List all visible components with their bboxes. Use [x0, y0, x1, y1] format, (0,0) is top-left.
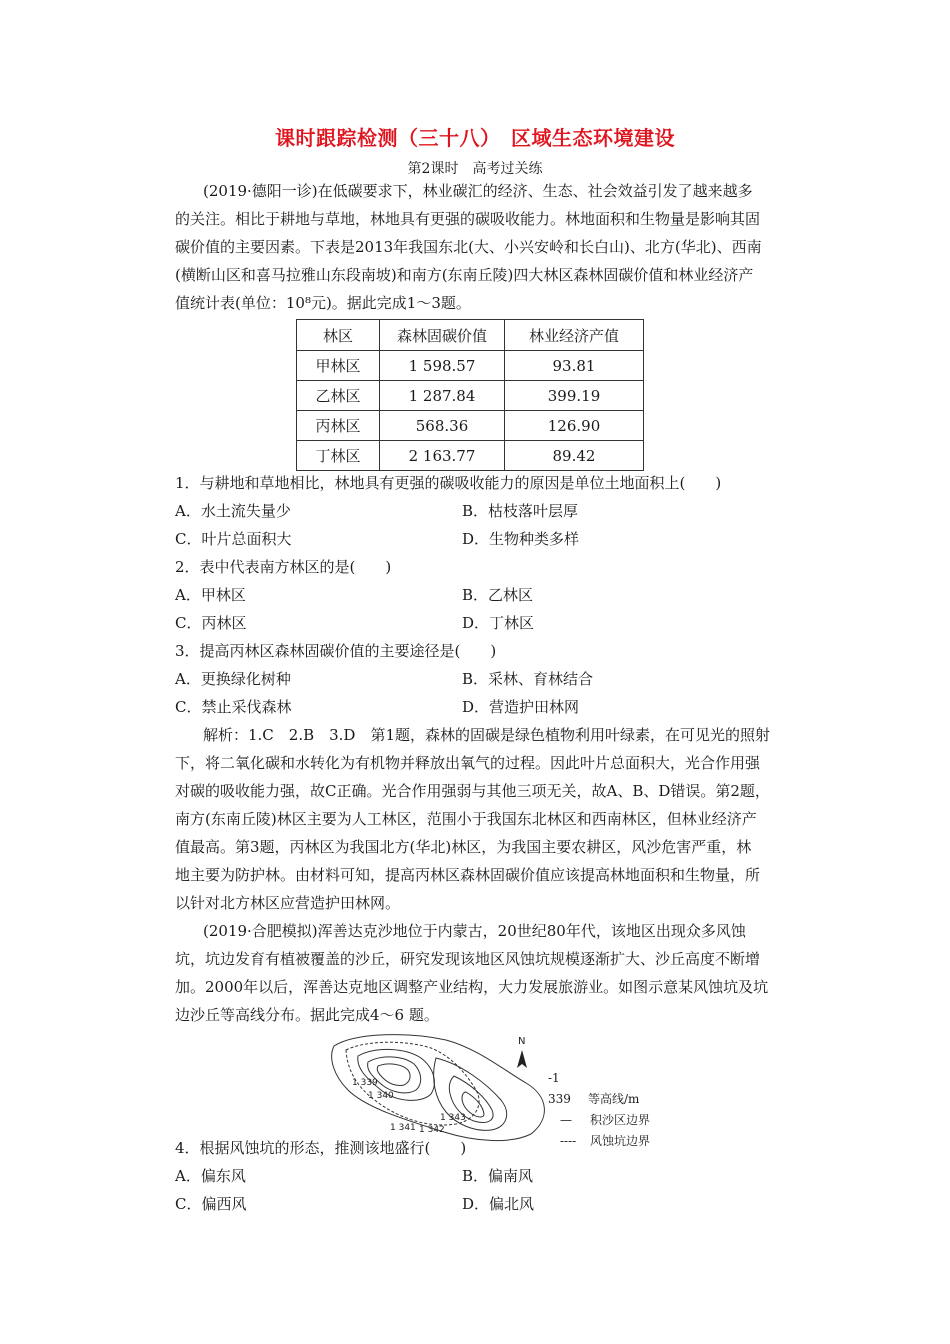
contour-label: 1 343	[440, 1113, 466, 1123]
legend-contour-symbol: -1 339	[548, 1071, 571, 1106]
table-header-row	[297, 320, 644, 351]
question-3-option-c: C．禁止采伐森林	[175, 698, 292, 716]
table-header: 森林固碳价值	[380, 320, 505, 351]
question-2-option-a: A．甲林区	[175, 586, 246, 604]
table-cell: 2 163.77	[380, 441, 505, 471]
table-row	[297, 351, 644, 381]
north-arrow-icon	[517, 1036, 527, 1068]
analysis-line2: 下，将二氧化碳和水转化为有机物并释放出氧气的过程。因此叶片总面积大，光合作用强	[175, 754, 761, 772]
table-cell: 1 287.84	[380, 381, 505, 411]
contour-label: 1 340	[368, 1091, 394, 1101]
table-cell: 399.19	[505, 381, 644, 411]
forest-carbon-table	[296, 319, 644, 471]
question-1-option-c: C．叶片总面积大	[175, 530, 292, 548]
question-2-option-d: D．丁林区	[462, 614, 535, 632]
table-cell: 89.42	[505, 441, 644, 471]
analysis-line5: 值最高。第3题，丙林区为我国北方(华北)林区，为我国主要农耕区，风沙危害严重，林	[175, 838, 752, 856]
question-2-option-c: C．丙林区	[175, 614, 247, 632]
question-3-option-a: A．更换绿化树种	[175, 670, 291, 688]
table-row	[297, 441, 644, 471]
question-4-option-a: A．偏东风	[175, 1167, 246, 1185]
table-header: 林区	[297, 320, 380, 351]
question-3-option-d: D．营造护田林网	[462, 698, 580, 716]
analysis-line1: 解析：1.C 2.B 3.D 第1题，森林的固碳是绿色植物利用叶绿素，在可见光的照射	[203, 726, 771, 744]
question-4-option-d: D．偏北风	[462, 1195, 535, 1213]
table-cell: 丁林区	[297, 441, 380, 471]
analysis-line7: 以针对北方林区应营造护田林网。	[175, 894, 401, 912]
table-cell: 568.36	[380, 411, 505, 441]
passage2-line4: 边沙丘等高线分布。据此完成4～6 题。	[175, 1006, 439, 1024]
table-cell: 丙林区	[297, 411, 380, 441]
question-2-stem: 2．表中代表南方林区的是( )	[175, 558, 392, 576]
page-subtitle: 第2课时 高考过关练	[407, 161, 543, 177]
legend-contour	[548, 1068, 650, 1110]
question-1-option-a: A．水土流失量少	[175, 502, 291, 520]
table-cell: 乙林区	[297, 381, 380, 411]
question-3-option-b: B．采林、育林结合	[462, 670, 594, 688]
question-4-option-b: B．偏南风	[462, 1167, 534, 1185]
question-4-option-c: C．偏西风	[175, 1195, 247, 1213]
legend-solid	[548, 1110, 650, 1131]
table-cell: 甲林区	[297, 351, 380, 381]
legend-dash-label: 风蚀坑边界	[590, 1134, 651, 1148]
legend-solid-label: 积沙区边界	[590, 1113, 651, 1127]
table-row	[297, 381, 644, 411]
table-cell: 93.81	[505, 351, 644, 381]
analysis-line6: 地主要为防护林。由材料可知，提高丙林区森林固碳价值应该提高林地面积和生物量，所	[175, 866, 761, 884]
question-1-option-d: D．生物种类多样	[462, 530, 580, 548]
legend-dash-symbol: ----	[560, 1134, 577, 1148]
passage2-line3: 加。2000年以后，浑善达克地区调整产业结构，大力发展旅游业。如图示意某风蚀坑及坑	[175, 978, 769, 996]
passage2-line1: (2019·合肥模拟)浑善达克沙地位于内蒙古，20世纪80年代，该地区出现众多风蚀	[203, 922, 746, 940]
table-cell: 126.90	[505, 411, 644, 441]
contour-label: 1 342	[419, 1125, 445, 1135]
question-4-stem: 4．根据风蚀坑的形态，推测该地盛行( )	[175, 1139, 467, 1157]
table-cell: 1 598.57	[380, 351, 505, 381]
legend-solid-symbol: —	[560, 1113, 572, 1127]
page-title: 课时跟踪检测（三十八） 区域生态环境建设	[275, 126, 675, 150]
question-3-stem: 3．提高丙林区森林固碳价值的主要途径是( )	[175, 642, 497, 660]
contour-label: 1 341	[390, 1123, 416, 1133]
passage1-line3: 碳价值的主要因素。下表是2013年我国东北(大、小兴安岭和长白山)、北方(华北)、西南	[175, 238, 762, 256]
table-header: 林业经济产值	[505, 320, 644, 351]
question-2-option-b: B．乙林区	[462, 586, 534, 604]
passage1-line5: 值统计表(单位：10⁸元)。据此完成1～3题。	[175, 294, 471, 312]
passage1-line4: (横断山区和喜马拉雅山东段南坡)和南方(东南丘陵)四大林区森林固碳价值和林业经济产	[175, 266, 754, 284]
analysis-line4: 南方(东南丘陵)林区主要为人工林区，范围小于我国东北林区和西南林区，但林业经济产	[175, 810, 757, 828]
passage1-line2: 的关注。相比于耕地与草地，林地具有更强的碳吸收能力。林地面积和生物量是影响其固	[175, 210, 761, 228]
passage2-line2: 坑，坑边发育有植被覆盖的沙丘，研究发现该地区风蚀坑规模逐渐扩大、沙丘高度不断增	[175, 950, 761, 968]
analysis-line3: 对碳的吸收能力强，故C正确。光合作用强弱与其他三项无关，故A、B、D错误。第2题，	[175, 782, 770, 800]
question-1-stem: 1．与耕地和草地相比，林地具有更强的碳吸收能力的原因是单位土地面积上( )	[175, 474, 722, 492]
passage1-line1: (2019·德阳一诊)在低碳要求下，林业碳汇的经济、生态、社会效益引发了越来越多	[203, 182, 753, 200]
contour-label: 1 339	[352, 1078, 378, 1088]
legend-contour-label: 等高线/m	[588, 1092, 640, 1106]
north-label: N	[518, 1036, 526, 1047]
question-1-option-b: B．枯枝落叶层厚	[462, 502, 579, 520]
table-row	[297, 411, 644, 441]
